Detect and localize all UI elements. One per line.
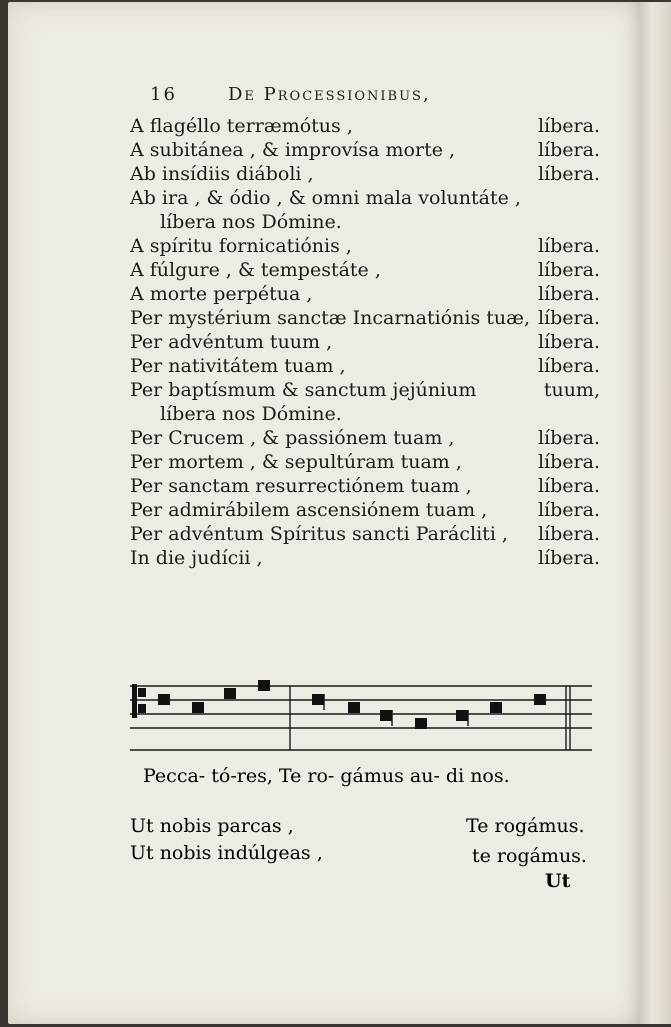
litany-line (130, 210, 600, 234)
invocation-text: líbera nos Dómine. (160, 211, 342, 233)
invocation-text: A spíritu fornicatiónis , (130, 235, 352, 257)
litany-line (130, 258, 600, 282)
chant-note (258, 680, 270, 691)
litany-line (130, 378, 600, 402)
invocation-text: líbera nos Dómine. (160, 403, 342, 425)
response-word: líbera. (537, 283, 600, 305)
response-word: líbera. (537, 355, 600, 377)
chant-note (415, 718, 427, 729)
litany-line (130, 354, 600, 378)
litany-line (130, 306, 600, 330)
invocation-text: A fúlgure , & tempestáte , (130, 259, 381, 281)
litany-line (130, 282, 600, 306)
invocation-text: Per advéntum Spíritus sancti Parácliti , (130, 523, 508, 545)
page-edge (640, 2, 671, 1024)
litany-line (130, 426, 600, 450)
response-word: líbera. (537, 307, 600, 329)
litany-line (130, 234, 600, 258)
invocation-text: Per mortem , & sepultúram tuam , (130, 451, 462, 473)
response-line-2: Ut nobis indúlgeas , (130, 842, 323, 864)
invocation-text: Per nativitátem tuam , (130, 355, 346, 377)
litany-line (130, 498, 600, 522)
litany-lines (130, 114, 600, 570)
response-word: líbera. (537, 475, 600, 497)
litany-line (130, 138, 600, 162)
response-word: líbera. (537, 331, 600, 353)
running-header (130, 84, 600, 114)
catchword: Ut (545, 870, 571, 892)
litany-line (130, 162, 600, 186)
page-number: 16 (150, 84, 177, 105)
invocation-text: A subitánea , & improvísa morte , (130, 139, 456, 161)
chant-note (348, 702, 360, 713)
response-word: líbera. (537, 499, 600, 521)
chant-note (534, 694, 546, 705)
chant-note (456, 710, 468, 721)
chant-note (224, 688, 236, 699)
invocation-text: Per mystérium sanctæ Incarnatiónis tuæ, (130, 307, 531, 329)
chant-note (312, 694, 324, 705)
response-word: líbera. (537, 427, 600, 449)
chant-lyrics: Pecca- tó-res, Te ro- gámus au- di nos. (143, 765, 510, 787)
page-content (130, 84, 600, 570)
response-line-1: Ut nobis parcas , (130, 815, 294, 837)
response-word: líbera. (537, 163, 600, 185)
litany-line (130, 522, 600, 546)
response-word: líbera. (537, 547, 600, 569)
invocation-text: Per baptísmum & sanctum jejúnium (130, 379, 477, 401)
invocation-text: Ab ira , & ódio , & omni mala voluntáte , (130, 187, 521, 209)
chant-note (490, 702, 502, 713)
chant-note (192, 702, 204, 713)
invocation-text: Per sanctam resurrectiónem tuam , (130, 475, 472, 497)
response-word: líbera. (537, 523, 600, 545)
response-1-reply: Te rogámus. (466, 815, 585, 837)
invocation-text: A flagéllo terræmótus , (130, 115, 353, 137)
invocation-text: Per advéntum tuum , (130, 331, 333, 353)
litany-line (130, 114, 600, 138)
response-word: líbera. (537, 259, 600, 281)
chant-note (158, 694, 170, 705)
litany-line (130, 330, 600, 354)
chant-staff (130, 680, 592, 760)
chant-note (380, 710, 392, 721)
response-2-reply: te rogámus. (472, 845, 587, 867)
litany-line (130, 450, 600, 474)
response-word: líbera. (537, 115, 600, 137)
litany-line (130, 546, 600, 570)
litany-line (130, 186, 600, 210)
running-title: De Processionibus, (228, 84, 431, 105)
invocation-text: Per Crucem , & passiónem tuam , (130, 427, 455, 449)
response-word: tuum, (543, 379, 600, 401)
invocation-text: In die judícii , (130, 547, 263, 569)
response-word: líbera. (537, 451, 600, 473)
response-word: líbera. (537, 139, 600, 161)
invocation-text: A morte perpétua , (130, 283, 313, 305)
litany-line (130, 474, 600, 498)
invocation-text: Per admirábilem ascensiónem tuam , (130, 499, 488, 521)
litany-line (130, 402, 600, 426)
invocation-text: Ab insídiis diáboli , (130, 163, 314, 185)
response-word: líbera. (537, 235, 600, 257)
